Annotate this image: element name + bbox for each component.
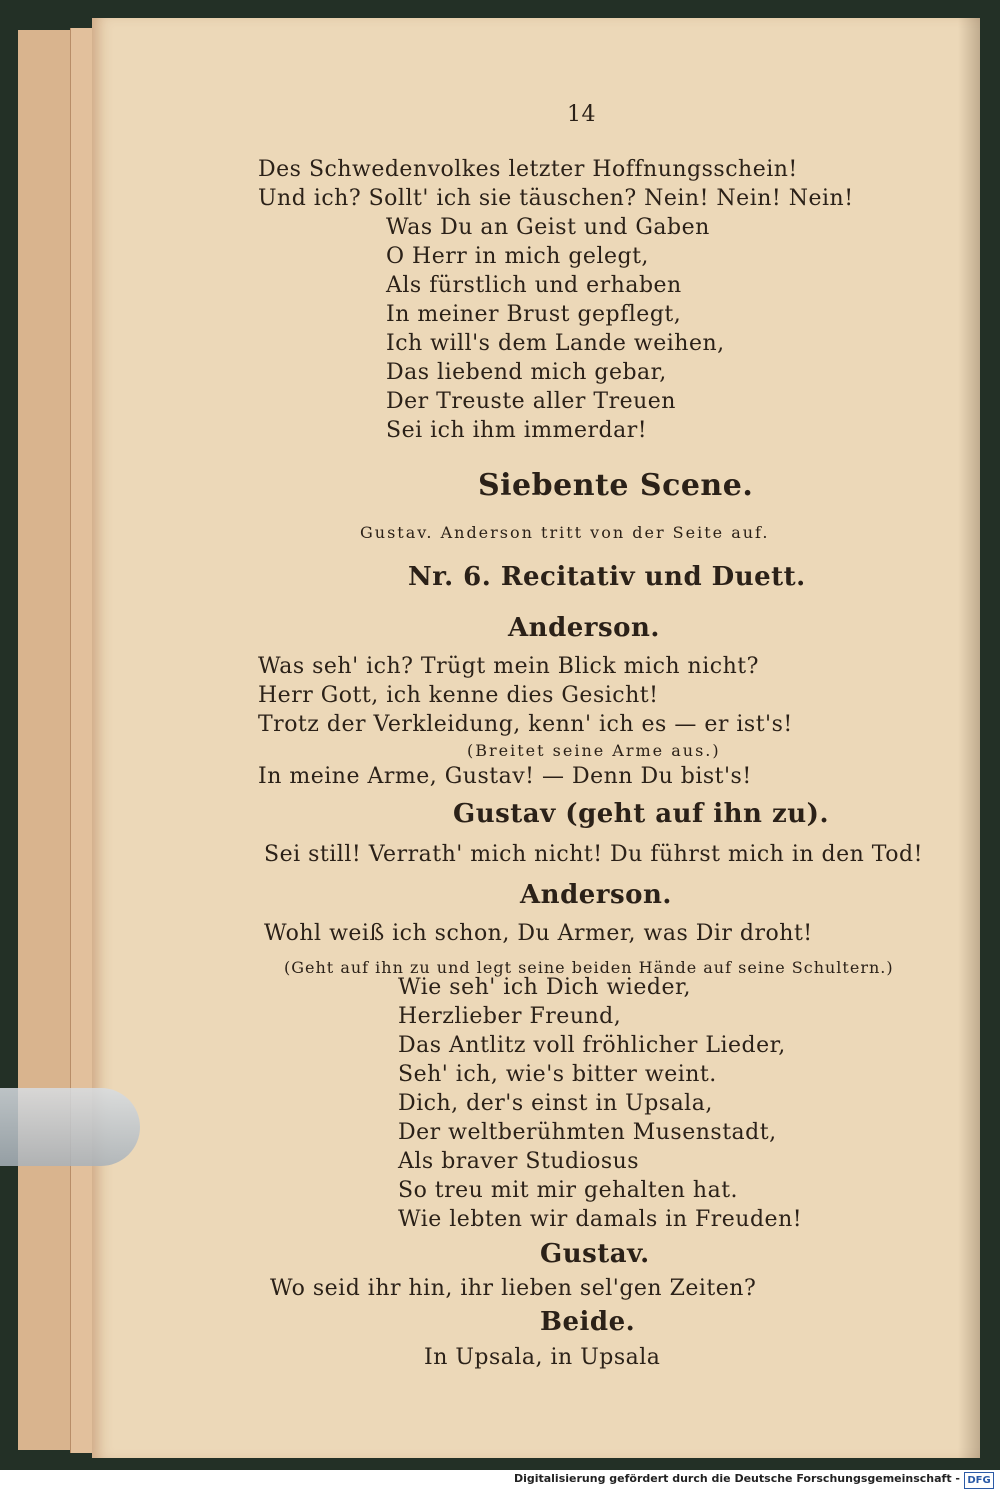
dfg-logo: DFG: [964, 1472, 994, 1489]
verse-line: So treu mit mir gehalten hat.: [398, 1178, 739, 1203]
speaker-name: Anderson.: [508, 613, 660, 643]
scene-heading: Siebente Scene.: [478, 468, 754, 503]
verse-line: Wo seid ihr hin, ihr lieben sel'gen Zeiten?: [270, 1276, 757, 1301]
page-clip: [0, 1088, 140, 1166]
verse-line: Das Antlitz voll fröhlicher Lieder,: [398, 1033, 786, 1058]
verse-line: Wie seh' ich Dich wieder,: [398, 975, 692, 1000]
verse-line: Wohl weiß ich schon, Du Armer, was Dir droht!: [264, 921, 813, 946]
speaker-name: Gustav.: [540, 1239, 650, 1269]
verse-line: Seh' ich, wie's bitter weint.: [398, 1062, 717, 1087]
verse-line: O Herr in mich gelegt,: [386, 244, 649, 269]
page-shadow: [958, 18, 980, 1458]
verse-line: Trotz der Verkleidung, kenn' ich es — er ist's!: [258, 712, 793, 737]
number-heading: Nr. 6. Recitativ und Duett.: [408, 562, 806, 592]
stage-direction: (Breitet seine Arme aus.): [467, 741, 721, 760]
verse-line: Sei ich ihm immerdar!: [386, 418, 648, 443]
verse-line: Des Schwedenvolkes letzter Hoffnungsschein!: [258, 157, 798, 182]
speaker-name: Anderson.: [520, 880, 672, 910]
footer-credit: Digitalisierung gefördert durch die Deutsche Forschungsgemeinschaft -: [513, 1472, 960, 1485]
verse-line: Herr Gott, ich kenne dies Gesicht!: [258, 683, 659, 708]
verse-line: Dich, der's einst in Upsala,: [398, 1091, 713, 1116]
verse-line: Herzlieber Freund,: [398, 1004, 622, 1029]
speaker-name: Gustav (geht auf ihn zu).: [453, 799, 829, 829]
footer-bar: [0, 1470, 1000, 1491]
verse-line: Wie lebten wir damals in Freuden!: [398, 1207, 803, 1232]
stage-direction: Gustav. Anderson tritt von der Seite auf.: [360, 523, 770, 542]
verse-line: In Upsala, in Upsala: [424, 1345, 661, 1370]
stage-direction: (Geht auf ihn zu und legt seine beiden Hände auf seine Schultern.): [284, 958, 894, 977]
verse-line: Was Du an Geist und Gaben: [386, 215, 710, 240]
verse-line: Das liebend mich gebar,: [386, 360, 667, 385]
verse-line: In meiner Brust gepflegt,: [386, 302, 682, 327]
verse-line: Sei still! Verrath' mich nicht! Du führst mich in den Tod!: [264, 842, 923, 867]
verse-line: Und ich? Sollt' ich sie täuschen? Nein! Nein! Nein!: [258, 186, 854, 211]
verse-line: Als braver Studiosus: [398, 1149, 640, 1174]
verse-line: Was seh' ich? Trügt mein Blick mich nicht?: [258, 654, 759, 679]
verse-line: Der Treuste aller Treuen: [386, 389, 676, 414]
verse-line: Der weltberühmten Musenstadt,: [398, 1120, 777, 1145]
verse-line: Ich will's dem Lande weihen,: [386, 331, 725, 356]
verse-line: In meine Arme, Gustav! — Denn Du bist's!: [258, 764, 752, 789]
page-number: 14: [567, 102, 596, 127]
speaker-name: Beide.: [540, 1307, 636, 1337]
verse-line: Als fürstlich und erhaben: [386, 273, 682, 298]
